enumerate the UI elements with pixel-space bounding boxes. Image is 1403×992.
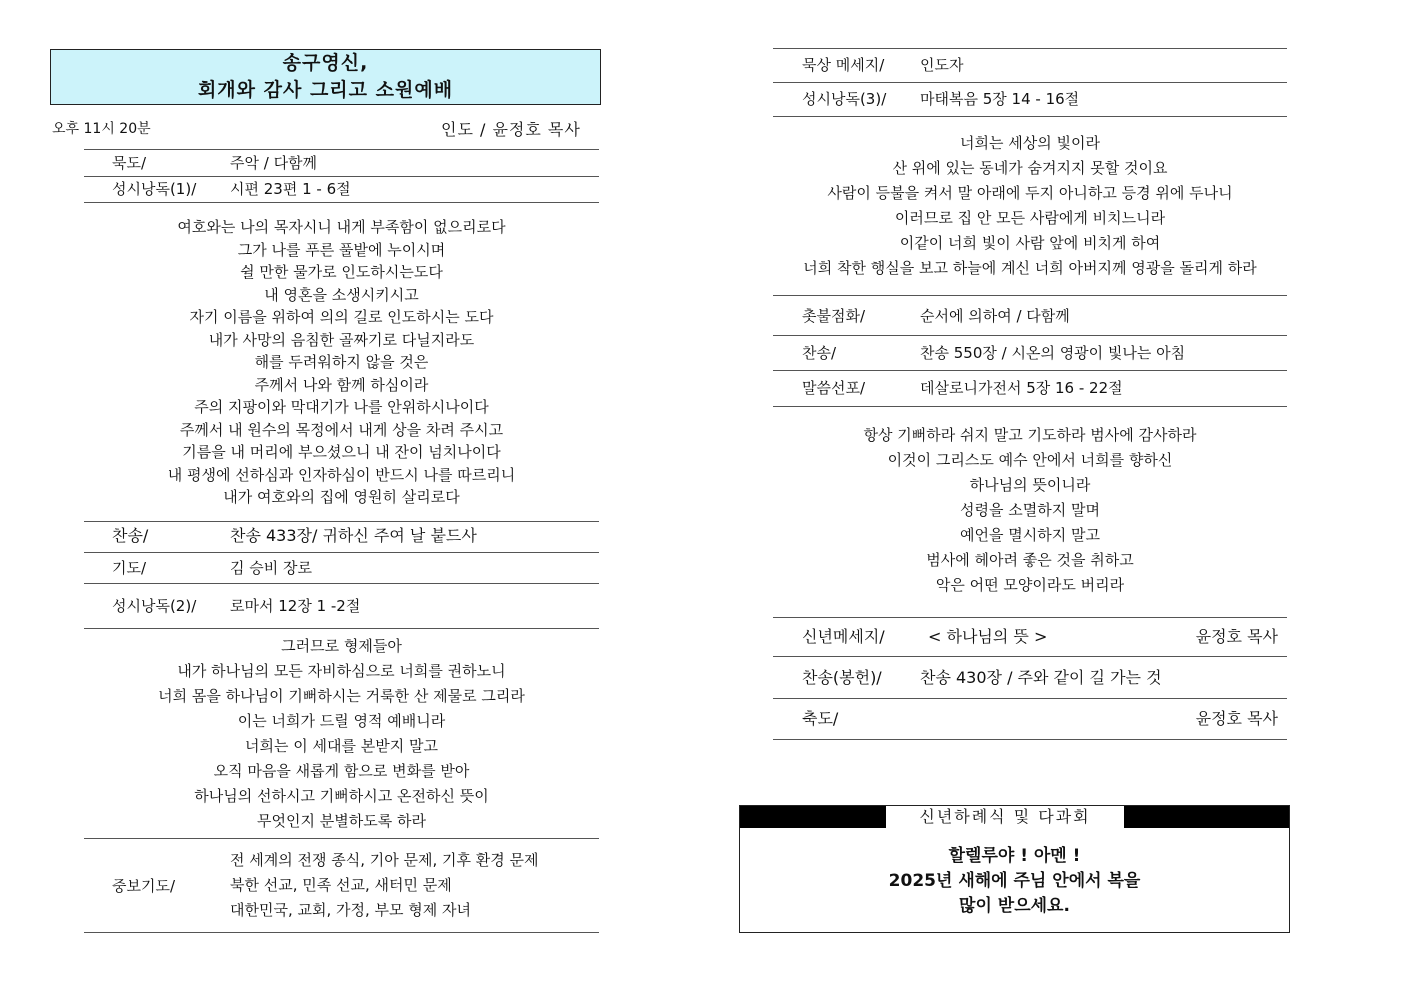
newyear-value: < 하나님의 뜻 > bbox=[928, 627, 1048, 646]
meditation-label: 묵상 메세지/ bbox=[802, 56, 885, 74]
verse-line: 너희 몸을 하나님이 기뻐하시는 거룩한 산 제물로 그리라 bbox=[158, 687, 525, 705]
newyear-speaker: 윤정호 목사 bbox=[1195, 627, 1278, 646]
notice-header: 신년하례식 및 다과회 bbox=[886, 806, 1124, 828]
meditation-value: 인도자 bbox=[920, 56, 964, 74]
offering-row bbox=[802, 665, 1278, 691]
divider bbox=[773, 617, 1287, 618]
verse-line: 예언을 멸시하지 말고 bbox=[960, 526, 1100, 544]
sermon-value: 데살로니가전서 5장 16 - 22절 bbox=[920, 379, 1123, 397]
intercession-item: 전 세계의 전쟁 종식, 기아 문제, 기후 환경 문제 bbox=[230, 851, 539, 869]
verse-line: 그러므로 형제들아 bbox=[281, 637, 402, 655]
hymn1-label: 찬송/ bbox=[112, 526, 149, 545]
offering-label: 찬송(봉헌)/ bbox=[802, 668, 882, 687]
title-line-2: 회개와 감사 그리고 소원예배 bbox=[197, 79, 454, 101]
divider bbox=[773, 656, 1287, 657]
hymn2-row bbox=[802, 340, 1282, 366]
reading2-label: 성시낭독(2)/ bbox=[112, 597, 197, 615]
divider bbox=[773, 116, 1287, 117]
verse-line: 여호와는 나의 목자시니 내게 부족함이 없으리로다 bbox=[177, 218, 506, 236]
verse-line: 해를 두려워하지 않을 것은 bbox=[254, 353, 429, 371]
prayer-label: 기도/ bbox=[112, 559, 147, 577]
divider bbox=[84, 552, 599, 553]
newyear-row bbox=[802, 624, 1278, 650]
verse-line: 이러므로 집 안 모든 사람에게 비치느니라 bbox=[894, 209, 1166, 227]
verse-line: 이같이 너희 빛이 사람 앞에 비치게 하여 bbox=[899, 234, 1161, 252]
meditation-row bbox=[802, 52, 1282, 78]
notice-header-bar bbox=[740, 806, 1289, 828]
prayer-value: 김 승비 장로 bbox=[230, 559, 312, 577]
verse-line: 쉴 만한 물가로 인도하시는도다 bbox=[240, 263, 443, 281]
verse-line: 성령을 소멸하지 말며 bbox=[960, 501, 1100, 519]
verse-line: 하나님의 선하시고 기뻐하시고 온전하신 뜻이 bbox=[194, 787, 489, 805]
verse-line: 내 영혼을 소생시키시고 bbox=[264, 285, 419, 304]
notice-box bbox=[739, 805, 1290, 933]
divider bbox=[84, 521, 599, 522]
verse-line: 내 평생에 선하심과 인자하심이 반드시 나를 따르리니 bbox=[167, 465, 516, 484]
reading2-value: 로마서 12장 1 -2절 bbox=[230, 597, 361, 615]
intercession-items bbox=[230, 848, 539, 923]
reading1-label: 성시낭독(1)/ bbox=[112, 180, 197, 198]
divider bbox=[84, 202, 599, 203]
reading1-row bbox=[112, 176, 592, 202]
reading3-value: 마태복음 5장 14 - 16절 bbox=[920, 90, 1080, 108]
reading3-row bbox=[802, 86, 1282, 112]
verse-line: 하나님의 뜻이니라 bbox=[969, 476, 1091, 494]
verse-line: 주께서 나와 함께 하심이라 bbox=[254, 375, 429, 394]
verse-line: 사람이 등불을 켜서 말 아래에 두지 아니하고 등경 위에 두나니 bbox=[827, 184, 1233, 202]
divider bbox=[773, 739, 1287, 740]
benediction-label: 축도/ bbox=[802, 709, 839, 728]
benediction-row bbox=[802, 706, 1278, 732]
notice-body bbox=[740, 844, 1289, 919]
reading2-row bbox=[112, 593, 592, 619]
verse-line: 내가 사망의 음침한 골짜기로 다닐지라도 bbox=[208, 330, 475, 349]
divider bbox=[773, 48, 1287, 49]
divider bbox=[773, 406, 1287, 407]
divider bbox=[773, 295, 1287, 296]
divider bbox=[773, 698, 1287, 699]
notice-line: 할렐루야 ! 아멘 ! bbox=[948, 846, 1081, 866]
offering-value: 찬송 430장 / 주와 같이 길 가는 것 bbox=[920, 668, 1162, 687]
verse-line: 항상 기뻐하라 쉬지 말고 기도하라 범사에 감사하라 bbox=[863, 426, 1197, 444]
sermon-row bbox=[802, 375, 1282, 401]
service-time: 오후 11시 20분 bbox=[52, 121, 151, 137]
verse-line: 너희 착한 행실을 보고 하늘에 계신 너희 아버지께 영광을 돌리게 하라 bbox=[803, 259, 1257, 277]
intercession-label: 중보기도/ bbox=[112, 877, 176, 895]
notice-line: 많이 받으세요. bbox=[959, 896, 1070, 916]
verse-line: 주의 지팡이와 막대기가 나를 안위하시나이다 bbox=[194, 398, 489, 416]
verse-line: 오직 마음을 새롭게 함으로 변화를 받아 bbox=[213, 762, 470, 780]
intercession-item: 북한 선교, 민족 선교, 새터민 문제 bbox=[230, 876, 452, 894]
hymn1-value: 찬송 433장/ 귀하신 주여 날 붙드사 bbox=[230, 526, 477, 545]
hymn2-label: 찬송/ bbox=[802, 344, 837, 362]
verse-line: 악은 어떤 모양이라도 버리라 bbox=[935, 576, 1125, 594]
reading1-value: 시편 23편 1 - 6절 bbox=[230, 180, 351, 198]
verse-line: 기름을 내 머리에 부으셨으니 내 잔이 넘치나이다 bbox=[182, 443, 501, 461]
candle-label: 촛불점화/ bbox=[802, 307, 866, 325]
newyear-label: 신년메세지/ bbox=[802, 627, 885, 646]
sermon-label: 말씀선포/ bbox=[802, 379, 866, 397]
title-line-1: 송구영신, bbox=[282, 52, 369, 74]
candle-value: 순서에 의하여 / 다함께 bbox=[920, 307, 1070, 325]
reading3-label: 성시낭독(3)/ bbox=[802, 90, 887, 108]
verse-line: 내가 하나님의 모든 자비하심으로 너희를 권하노니 bbox=[177, 662, 506, 680]
candle-row bbox=[802, 303, 1282, 329]
verse-line: 이것이 그리스도 예수 안에서 너희를 향하신 bbox=[887, 451, 1173, 469]
verse-line: 내가 여호와의 집에 영원히 살리로다 bbox=[223, 488, 460, 506]
verse-line: 무엇인지 분별하도록 하라 bbox=[257, 812, 426, 830]
verse-line: 너희는 이 세대를 본받지 말고 bbox=[245, 737, 438, 755]
silent-prayer-value: 주악 / 다함께 bbox=[230, 154, 318, 172]
verse-line: 자기 이름을 위하여 의의 길로 인도하시는 도다 bbox=[189, 308, 494, 326]
divider bbox=[773, 82, 1287, 83]
divider bbox=[84, 838, 599, 839]
service-leader: 인도 / 윤정호 목사 bbox=[441, 120, 581, 139]
divider bbox=[773, 335, 1287, 336]
verse-line: 그가 나를 푸른 풀밭에 누이시며 bbox=[237, 240, 446, 259]
verse-line: 범사에 헤아려 좋은 것을 취하고 bbox=[926, 551, 1134, 569]
silent-prayer-label: 묵도/ bbox=[112, 154, 147, 172]
prayer-row bbox=[112, 555, 592, 581]
hymn2-value: 찬송 550장 / 시온의 영광이 빛나는 아침 bbox=[920, 344, 1186, 362]
verse-line: 주께서 내 원수의 목정에서 내게 상을 차려 주시고 bbox=[179, 420, 504, 439]
psalm-text bbox=[84, 216, 599, 509]
divider bbox=[84, 932, 599, 933]
title-box bbox=[50, 49, 601, 105]
notice-line: 2025년 새해에 주님 안에서 복을 bbox=[888, 871, 1141, 891]
benediction-speaker: 윤정호 목사 bbox=[1195, 709, 1278, 728]
verse-line: 이는 너희가 드릴 영적 예배니라 bbox=[237, 712, 446, 730]
intercession-item: 대한민국, 교회, 가정, 부모 형제 자녀 bbox=[230, 901, 472, 919]
divider bbox=[84, 628, 599, 629]
thess-text bbox=[773, 423, 1287, 598]
verse-line: 산 위에 있는 동네가 숨겨지지 못할 것이요 bbox=[892, 159, 1168, 177]
verse-line: 너희는 세상의 빛이라 bbox=[960, 134, 1100, 152]
romans-text bbox=[84, 634, 599, 834]
silent-prayer-row bbox=[112, 150, 592, 176]
divider bbox=[84, 583, 599, 584]
divider bbox=[773, 370, 1287, 371]
matthew-text bbox=[773, 131, 1287, 281]
hymn1-row bbox=[112, 523, 592, 549]
